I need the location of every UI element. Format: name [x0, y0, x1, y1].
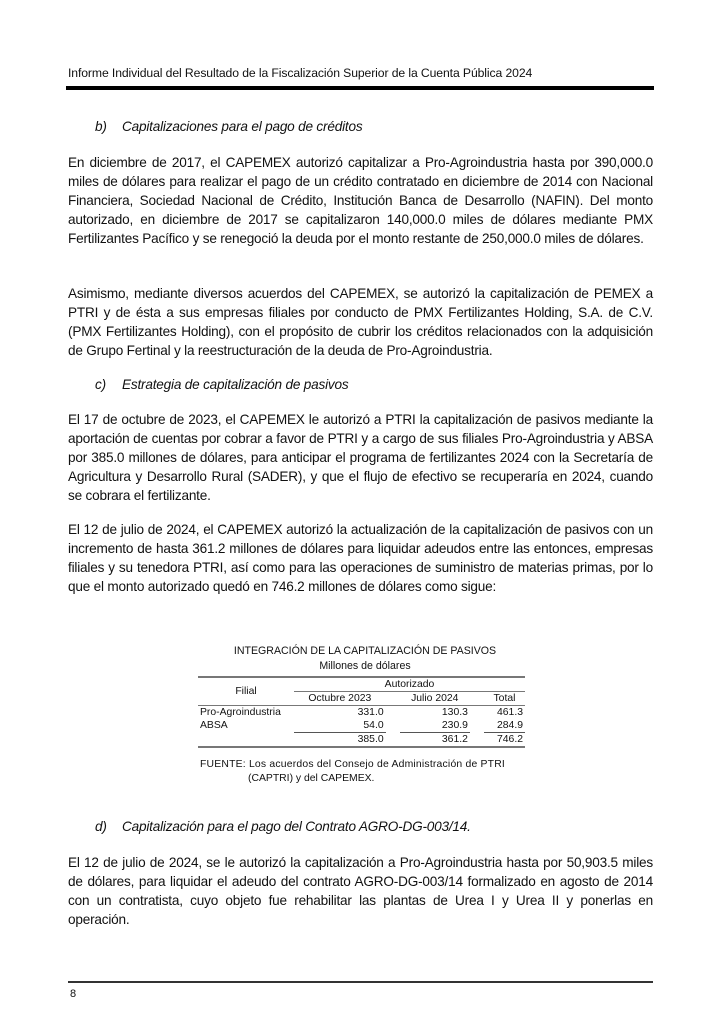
column-header-filial: Filial	[198, 677, 294, 706]
source-label: FUENTE:	[200, 759, 246, 770]
cell-value: 461.3	[484, 706, 525, 720]
header-divider	[66, 86, 654, 90]
capitalization-table	[198, 676, 525, 748]
column-group-autorizado: Autorizado	[294, 677, 525, 692]
page-number: 8	[70, 988, 77, 1000]
paragraph: El 12 de julio de 2024, el CAPEMEX autorizó la actualización de la capitalización de pasivos con un incremento de hasta 361.2 millones de dólares para liquidar adeudos entre las entonces, empresas filiales y su tenedora PTRI, así como para las operaciones de suministro de materias primas, por lo que el monto autorizado quedó en 746.2 millones de dólares como sigue:	[68, 522, 653, 594]
column-header: Total	[493, 693, 516, 704]
section-label: d)	[95, 819, 107, 834]
section-title: Capitalización para el pago del Contrato AGRO-DG-003/14.	[122, 819, 471, 834]
table-row	[198, 719, 525, 733]
section-label: c)	[95, 377, 106, 392]
paragraph: El 12 de julio de 2024, se le autorizó la capitalización a Pro-Agroindustria hasta por 50,903.5 miles de dólares, para liquidar el adeudo del contrato AGRO-DG-003/14 formalizado en agosto de 2014 con un contratista, cuyo objeto fue rehabilitar las plantas de Urea I y Urea II y ponerlas en operación.	[68, 855, 653, 927]
cell-value: 54.0	[294, 719, 386, 733]
column-header: Octubre 2023	[308, 693, 372, 704]
filial-name: Pro-Agroindustria	[198, 706, 294, 720]
paragraph: En diciembre de 2017, el CAPEMEX autorizó capitalizar a Pro-Agroindustria hasta por 390,000.0 miles de dólares para realizar el pago de un crédito contratado en diciembre de 2014 con Nacional Financiera, Sociedad Nacional de Crédito, Institución Banca de Desarrollo (NAFIN). Del monto autorizado, en diciembre de 2017 se capitalizaron 140,000.0 miles de dólares mediante PMX Fertilizantes Pacífico y se renegoció la deuda por el monto restante de 250,000.0 miles de dólares.	[68, 155, 653, 246]
table-row	[198, 706, 525, 720]
cell-value: 284.9	[484, 719, 525, 733]
table-total-row	[198, 733, 525, 748]
column-header: Julio 2024	[411, 693, 459, 704]
total-value: 385.0	[294, 733, 386, 748]
cell-value: 230.9	[400, 719, 470, 733]
section-heading-b	[95, 119, 362, 134]
cell-value: 130.3	[400, 706, 470, 720]
document-header-title: Informe Individual del Resultado de la Fiscalización Superior de la Cuenta Pública 2024	[68, 66, 533, 80]
table-subtitle: Millones de dólares	[319, 660, 411, 672]
table-source-note	[200, 758, 530, 786]
table-title: INTEGRACIÓN DE LA CAPITALIZACIÓN DE PASIVOS	[233, 645, 497, 657]
total-value: 361.2	[400, 733, 470, 748]
section-heading-c	[95, 377, 348, 392]
section-label: b)	[95, 119, 107, 134]
source-text-line2: (CAPTRI) y del CAPEMEX.	[248, 773, 375, 784]
paragraph: El 17 de octubre de 2023, el CAPEMEX le autorizó a PTRI la capitalización de pasivos mediante la aportación de cuentas por cobrar a favor de PTRI y a cargo de sus filiales Pro-Agroindustria y ABSA por 385.0 millones de dólares, para anticipar el programa de fertilizantes 2024 con la Secretaría de Agricultura y Desarrollo Rural (SADER), y que el flujo de efectivo se recuperaría en 2024, cuando se cobrara el fertilizante.	[68, 412, 653, 503]
total-value: 746.2	[484, 733, 525, 748]
filial-name: ABSA	[200, 720, 228, 732]
cell-value: 331.0	[294, 706, 386, 720]
section-title: Capitalizaciones para el pago de créditos	[122, 119, 363, 134]
footer-divider	[68, 981, 653, 983]
source-text-line1: Los acuerdos del Consejo de Administración de PTRI	[248, 759, 505, 770]
section-heading-d	[95, 819, 471, 834]
paragraph: Asimismo, mediante diversos acuerdos del CAPEMEX, se autorizó la capitalización de PEMEX a PTRI y de ésta a sus empresas filiales por conducto de PMX Fertilizantes Holding, S.A. de C.V. (PMX Fertilizantes Holding), con el propósito de cubrir los créditos relacionados con la adquisición de Grupo Fertinal y la reestructuración de la deuda de Pro-Agroindustria.	[68, 286, 653, 358]
section-title: Estrategia de capitalización de pasivos	[122, 377, 349, 392]
